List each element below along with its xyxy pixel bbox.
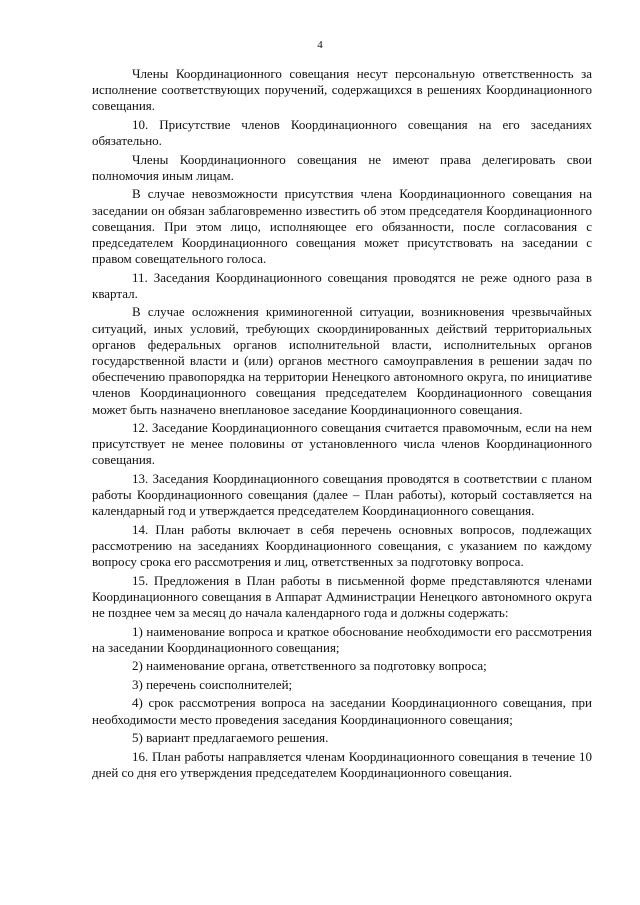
paragraph-item-13: 13. Заседания Координационного совещания проводятся в соответствии с планом работы Координационного совещания (далее – План работы), который составляется на календарный год и утверждается председателем Координационного совещания.: [92, 470, 592, 519]
paragraph-item-16: 16. План работы направляется членам Координационного совещания в течение 10 дней со дня его утверждения председателем Координационного совещания.: [92, 748, 592, 780]
paragraph-item-12: 12. Заседание Координационного совещания считается правомочным, если на нем присутствует не менее половины от установленного числа членов Координационного совещания.: [92, 420, 592, 468]
list-item-3: 3) перечень соисполнителей;: [132, 676, 293, 692]
paragraph-no-delegation: Члены Координационного совещания не имеют права делегировать свои полномочия иным лицам.: [92, 151, 592, 183]
paragraph-responsibility: Члены Координационного совещания несут персональную ответственность за исполнение соответствующих поручений, содержащихся в решениях Координационного совещания.: [92, 66, 592, 114]
list-item-4: 4) срок рассмотрения вопроса на заседании Координационного совещания, при необходимости место проведения заседания Координационного совещания;: [92, 695, 592, 727]
list-item-5: 5) вариант предлагаемого решения.: [132, 730, 329, 746]
paragraph-unscheduled-meeting: В случае осложнения криминогенной ситуации, возникновения чрезвычайных ситуаций, иных условий, требующих скоординированных действий территориальных органов федеральных органов исполнительной власти, исполнительных органов государственной власти и (или) органов местного самоуправления в решении задач по обеспечению правопорядка на территории Ненецкого автономного округа, по инициативе членов Координационного совещания председателем Координационного совещания может быть назначено внеплановое заседание Координационного совещания.: [92, 304, 592, 417]
paragraph-item-11: 11. Заседания Координационного совещания проводятся не реже одного раза в квартал.: [92, 269, 592, 301]
paragraph-item-15: 15. Предложения в План работы в письменной форме представляются членами Координационного совещания в Аппарат Администрации Ненецкого автономного округа не позднее чем за месяц до начала календарного года и должны содержать:: [92, 572, 592, 621]
document-body: [92, 66, 592, 783]
paragraph-absence: В случае невозможности присутствия члена Координационного совещания на заседании он обязан заблаговременно известить об этом председателя Координационного совещания. При этом лицо, исполняющее его обязанности, после согласования с председателем Координационного совещания может присутствовать на заседании с правом совещательного голоса.: [92, 186, 592, 267]
page-number: 4: [317, 39, 323, 51]
paragraph-item-14: 14. План работы включает в себя перечень основных вопросов, подлежащих рассмотрению на заседаниях Координационного совещания, с указанием по каждому вопросу срока его рассмотрения и лиц, ответственных за подготовку вопроса.: [92, 521, 592, 570]
list-item-2: 2) наименование органа, ответственного за подготовку вопроса;: [132, 658, 487, 674]
paragraph-item-10: 10. Присутствие членов Координационного совещания на его заседаниях обязательно.: [92, 116, 592, 149]
list-item-1: 1) наименование вопроса и краткое обоснование необходимости его рассмотрения на заседании Координационного совещания;: [92, 623, 592, 655]
